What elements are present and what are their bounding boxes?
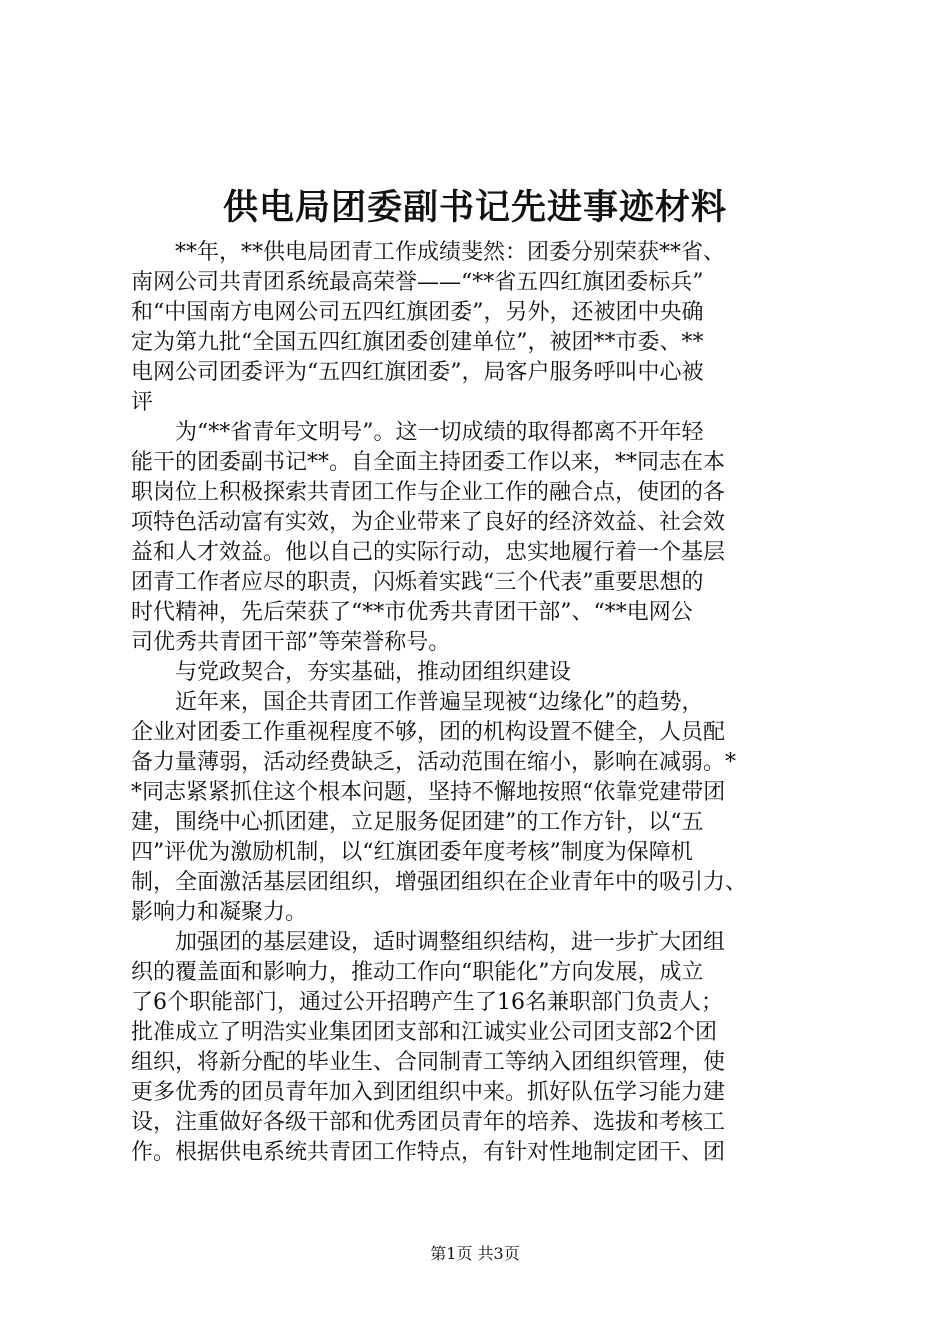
- body-text-line: 团青工作者应尽的职责，闪烁着实践“三个代表”重要思想的: [131, 570, 704, 595]
- body-text-line: 益和人才效益。他以自己的实际行动，忠实地履行着一个基层: [131, 540, 726, 565]
- body-text-line: 和“中国南方电网公司五四红旗团委”，另外，还被团中央确: [131, 300, 704, 325]
- body-text-line: 四”评优为激励机制，以“红旗团委年度考核”制度为保障机: [131, 840, 693, 865]
- body-text-line: 时代精神，先后荣获了“**市优秀共青团干部”、“**电网公: [131, 600, 693, 625]
- body-text-line: 影响力和凝聚力。: [131, 900, 308, 925]
- body-text-line: 织的覆盖面和影响力，推动工作向“职能化”方向发展，成立: [131, 960, 704, 985]
- body-text-line: 为“**省青年文明号”。这一切成绩的取得都离不开年轻: [131, 420, 704, 445]
- body-text-line: **年，**供电局团青工作成绩斐然：团委分别荣获**省、: [131, 240, 726, 265]
- body-text-line: 电网公司团委评为“五四红旗团委”，局客户服务呼叫中心被: [131, 360, 704, 385]
- body-text-line: 项特色活动富有实效，为企业带来了良好的经济效益、社会效: [131, 510, 726, 535]
- body-text-line: 与党政契合，夯实基础，推动团组织建设: [131, 660, 572, 685]
- body-text-line: 了6个职能部门，通过公开招聘产生了16名兼职部门负责人；: [131, 990, 723, 1015]
- body-text-line: 近年来，国企共青团工作普遍呈现被“边缘化”的趋势，: [131, 690, 704, 715]
- body-text-line: 定为第九批“全国五四红旗团委创建单位”，被团**市委、**: [131, 330, 704, 355]
- body-text-line: 作。根据供电系统共青团工作特点，有针对性地制定团干、团: [131, 1140, 726, 1165]
- body-text-line: 加强团的基层建设，适时调整组织结构，进一步扩大团组: [131, 930, 726, 955]
- body-text-line: 能干的团委副书记**。自全面主持团委工作以来，**同志在本: [131, 450, 726, 475]
- body-text-line: 司优秀共青团干部”等荣誉称号。: [131, 630, 451, 655]
- document-body: [131, 238, 831, 1168]
- body-text-line: 设，注重做好各级干部和优秀团员青年的培养、选拔和考核工: [131, 1110, 726, 1135]
- body-text-line: 职岗位上积极探索共青团工作与企业工作的融合点，使团的各: [131, 480, 726, 505]
- body-text-line: 企业对团委工作重视程度不够，团的机构设置不健全，人员配: [131, 720, 726, 745]
- body-text-line: 更多优秀的团员青年加入到团组织中来。抓好队伍学习能力建: [131, 1080, 726, 1105]
- body-text-line: 备力量薄弱，活动经费缺乏，活动范围在缩小，影响在减弱。*: [131, 750, 737, 775]
- body-text-line: 制，全面激活基层团组织，增强团组织在企业青年中的吸引力、: [131, 870, 748, 895]
- body-text-line: 评: [131, 390, 154, 415]
- body-text-line: 南网公司共青团系统最高荣誉——“**省五四红旗团委标兵”: [131, 270, 704, 295]
- document-title: 供电局团委副书记先进事迹材料: [222, 187, 727, 228]
- body-text-line: *同志紧紧抓住这个根本问题，坚持不懈地按照“依靠党建带团: [131, 780, 726, 805]
- body-text-line: 批准成立了明浩实业集团团支部和江诚实业公司团支部2个团: [131, 1020, 717, 1045]
- body-text-line: 组织，将新分配的毕业生、合同制青工等纳入团组织管理，使: [131, 1050, 726, 1075]
- page-footer: 第1页 共3页: [430, 1244, 520, 1263]
- body-text-line: 建，围绕中心抓团建，立足服务促团建”的工作方针，以“五: [131, 810, 704, 835]
